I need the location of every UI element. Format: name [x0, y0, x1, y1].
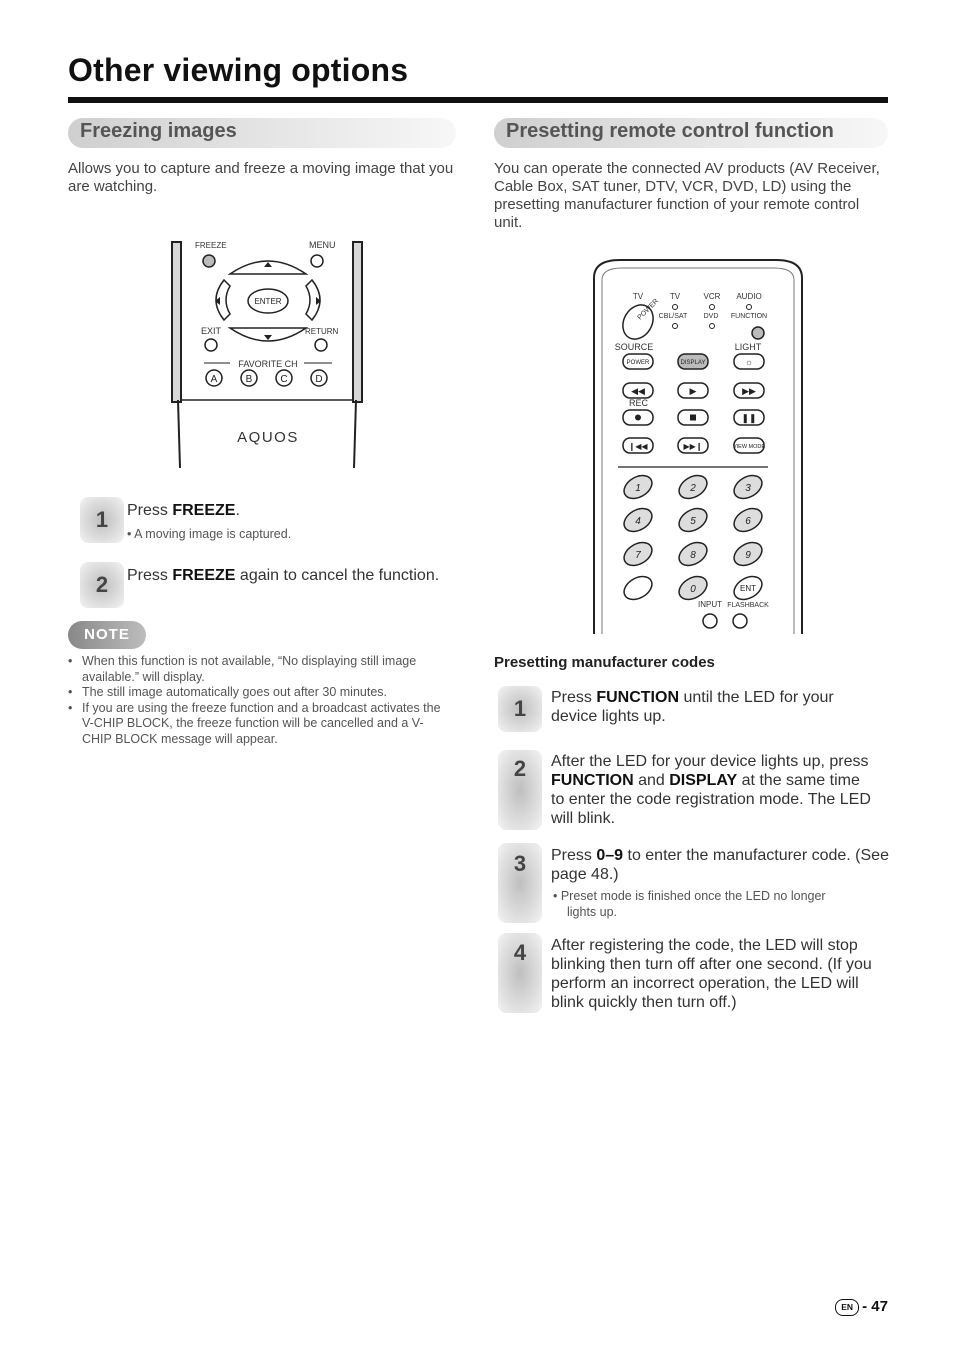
menu-label: MENU: [309, 240, 336, 250]
section-heading-text: Presetting remote control function: [506, 120, 834, 142]
flashback-label: FLASHBACK: [727, 602, 769, 609]
preset-step-2-badge: 2: [498, 750, 542, 830]
freeze-step-1-text: Press FREEZE.: [127, 502, 240, 519]
preset-subheading: Presetting manufacturer codes: [494, 654, 715, 671]
return-button[interactable]: [315, 339, 327, 351]
note-badge: NOTE: [68, 621, 146, 649]
freeze-button[interactable]: [203, 255, 215, 267]
view-mode-label: VIEW MODE: [732, 444, 766, 450]
skip-forward-icon: ▶▶❙: [683, 442, 703, 451]
key-2-label: 2: [690, 483, 696, 494]
key-8-label: 8: [690, 550, 696, 561]
key-5-label: 5: [690, 516, 696, 527]
return-label: RETURN: [305, 327, 339, 336]
freeze-label: FREEZE: [195, 241, 227, 250]
exit-label: EXIT: [201, 326, 222, 336]
preset-step-4-badge: 4: [498, 933, 542, 1013]
preset-step-2-text: After the LED for your device lights up, press FUNCTION and DISPLAY at the same time to enter the code registration mode. The LED will blink.: [551, 753, 871, 827]
language-badge: EN: [835, 1299, 859, 1316]
fav-b-label: B: [245, 374, 253, 385]
tv-label: TV: [632, 292, 644, 301]
cbl-sat-label: CBL/SAT: [658, 313, 688, 320]
freeze-step-1-bullet: • A moving image is captured.: [127, 527, 292, 541]
flashback-button[interactable]: [733, 614, 747, 628]
dot-key[interactable]: [620, 572, 656, 604]
record-icon: [635, 415, 641, 421]
key-9-label: 9: [745, 550, 751, 561]
section-heading-freezing: [68, 118, 456, 148]
note-item: • If you are using the freeze function and a broadcast activates the V-CHIP BLOCK, the freeze function will be cancelled and a V-CHIP BLOCK message will appear.: [68, 701, 448, 748]
favorite-ch-label: FAVORITE CH: [238, 359, 298, 369]
enter-label: ENTER: [254, 297, 282, 306]
stop-icon: [690, 415, 696, 421]
tv-device-label: TV: [669, 292, 681, 301]
freeze-step-2-text: Press FREEZE again to cancel the function.: [127, 567, 440, 584]
menu-button[interactable]: [311, 255, 323, 267]
preset-step-1-badge: 1: [498, 686, 542, 732]
key-4-label: 4: [635, 516, 641, 527]
note-item: • The still image automatically goes out after 30 minutes.: [68, 685, 448, 701]
page-number: EN - 47: [835, 1298, 888, 1316]
pause-icon: ❚❚: [741, 413, 757, 423]
source-label: SOURCE: [614, 342, 654, 352]
preset-intro: You can operate the connected AV products (AV Receiver, Cable Box, SAT tuner, DTV, VCR, DVD, LD) using the presetting manufacturer function of your remote control unit.: [494, 160, 880, 231]
rec-label: REC: [629, 398, 649, 408]
section-heading-presetting: [494, 118, 888, 148]
preset-step-3-text: Press 0–9 to enter the manufacturer code. (See page 48.): [551, 847, 889, 883]
freeze-step-2-badge: 2: [80, 562, 124, 608]
freeze-step-1-badge: 1: [80, 497, 124, 543]
fav-c-label: C: [280, 374, 288, 385]
key-7-label: 7: [635, 550, 641, 561]
preset-step-3-bullet: • Preset mode is finished once the LED no longer lights up.: [553, 889, 826, 919]
source-power-label: POWER: [626, 360, 650, 366]
preset-step-1-text: Press FUNCTION until the LED for your device lights up.: [551, 689, 834, 725]
light-label: LIGHT: [734, 342, 762, 352]
exit-button[interactable]: [205, 339, 217, 351]
page-title: Other viewing options: [68, 52, 409, 88]
function-label: FUNCTION: [730, 313, 768, 320]
input-label: INPUT: [698, 600, 722, 609]
key-6-label: 6: [745, 516, 751, 527]
fav-d-label: D: [315, 374, 323, 385]
note-list: [68, 654, 448, 747]
freeze-remote-illustration: [168, 240, 368, 472]
key-0-label: 0: [690, 584, 696, 595]
note-item: • When this function is not available, “No displaying still image available.” will display.: [68, 654, 448, 685]
freeze-intro: Allows you to capture and freeze a moving image that you are watching.: [68, 160, 454, 195]
fast-forward-icon: ▶▶: [742, 386, 756, 396]
section-heading-text: Freezing images: [80, 120, 237, 142]
preset-remote-illustration: [590, 258, 806, 636]
preset-step-3-badge: 3: [498, 843, 542, 923]
dvd-label: DVD: [703, 313, 719, 320]
vcr-label: VCR: [703, 292, 721, 301]
rewind-icon: ◀◀: [631, 386, 645, 396]
preset-step-4-text: After registering the code, the LED will stop blinking then turn off after one second. (If you perform an incorrect operation, the LED will blink quickly then turn off.): [551, 937, 872, 1011]
light-bulb-icon: ☼: [744, 357, 754, 367]
aquos-logo: AQUOS: [237, 429, 299, 446]
input-button[interactable]: [703, 614, 717, 628]
audio-label: AUDIO: [736, 292, 762, 301]
key-3-label: 3: [745, 483, 751, 494]
fav-a-label: A: [210, 374, 218, 385]
skip-back-icon: ❙◀◀: [628, 442, 648, 451]
display-label: DISPLAY: [680, 360, 706, 366]
play-icon: ▶: [689, 386, 697, 396]
title-rule: [68, 97, 888, 103]
key-1-label: 1: [635, 483, 641, 494]
power-label: POWER: [636, 297, 661, 322]
function-button[interactable]: [752, 327, 764, 339]
ent-label: ENT: [740, 584, 756, 593]
